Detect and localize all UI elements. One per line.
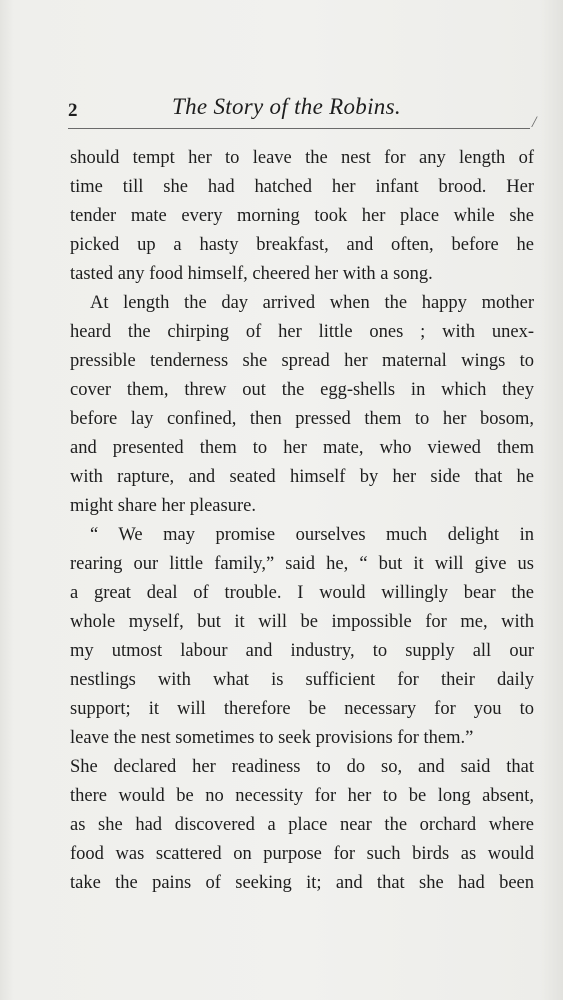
- text-line: heard the chirping of her little ones ; with unex-: [70, 322, 534, 342]
- text-line: food was scattered on purpose for such birds as would: [70, 844, 534, 864]
- text-line: before lay confined, then pressed them to her bosom,: [70, 409, 534, 429]
- text-line: with rapture, and seated himself by her side that he: [70, 467, 534, 487]
- margin-mark: /: [532, 114, 537, 131]
- text-line: tender mate every morning took her place while she: [70, 206, 534, 226]
- text-line: there would be no necessity for her to be long absent,: [70, 786, 534, 806]
- text-line: pressible tenderness she spread her maternal wings to: [70, 351, 534, 371]
- page-number: 2: [68, 100, 78, 121]
- text-line: support; it will therefore be necessary for you to: [70, 699, 534, 719]
- text-line: as she had discovered a place near the orchard where: [70, 815, 534, 835]
- text-line: tasted any food himself, cheered her with a song.: [70, 264, 433, 284]
- text-line: take the pains of seeking it; and that she had been: [70, 873, 534, 893]
- page-header: [68, 92, 538, 126]
- header-rule: [68, 128, 530, 129]
- text-line: cover them, threw out the egg-shells in which they: [70, 380, 534, 400]
- text-line: leave the nest sometimes to seek provisions for them.”: [70, 728, 474, 748]
- text-line: a great deal of trouble. I would willingly bear the: [70, 583, 534, 603]
- text-line: picked up a hasty breakfast, and often, before he: [70, 235, 534, 255]
- text-line: “ We may promise ourselves much delight in: [90, 525, 534, 545]
- text-line: and presented them to her mate, who viewed them: [70, 438, 534, 458]
- text-line: rearing our little family,” said he, “ but it will give us: [70, 554, 534, 574]
- text-line: time till she had hatched her infant brood. Her: [70, 177, 534, 197]
- text-line: She declared her readiness to do so, and said that: [70, 757, 534, 777]
- text-line: should tempt her to leave the nest for any length of: [70, 148, 534, 168]
- body-text: [70, 144, 534, 898]
- text-line: At length the day arrived when the happy mother: [90, 293, 534, 313]
- running-title: The Story of the Robins.: [172, 94, 401, 119]
- text-line: might share her pleasure.: [70, 496, 256, 516]
- text-line: my utmost labour and industry, to supply all our: [70, 641, 534, 661]
- text-line: whole myself, but it will be impossible for me, with: [70, 612, 534, 632]
- text-line: nestlings with what is sufficient for their daily: [70, 670, 534, 690]
